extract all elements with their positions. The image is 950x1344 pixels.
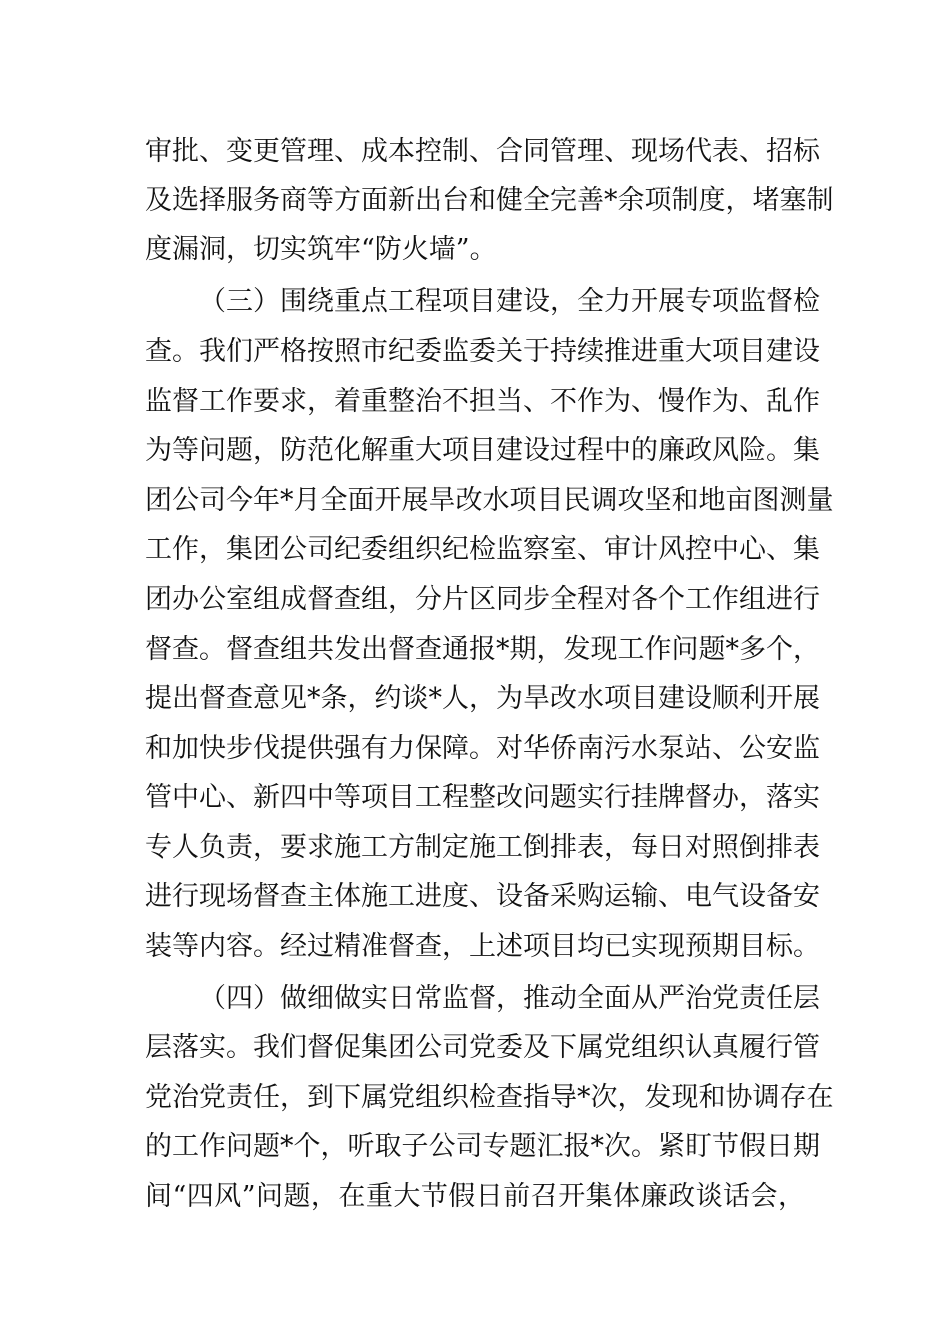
text-line: 装等内容。经过精准督查，上述项目均已实现预期目标。 — [145, 931, 820, 962]
text-line: 工作，集团公司纪委组织纪检监察室、审计风控中心、集 — [145, 534, 820, 565]
text-line: 的工作问题*个，听取子公司专题汇报*次。紧盯节假日期 — [145, 1131, 820, 1162]
text-line: 提出督查意见*条，约谈*人，为旱改水项目建设顺利开展 — [145, 683, 820, 714]
text-line: 管中心、新四中等项目工程整改问题实行挂牌督办，落实 — [145, 782, 820, 813]
text-line: 监督工作要求，着重整治不担当、不作为、慢作为、乱作 — [145, 386, 820, 417]
text-line: 审批、变更管理、成本控制、合同管理、现场代表、招标 — [145, 136, 820, 167]
section-heading-line: （四）做细做实日常监督，推动全面从严治党责任层 — [199, 983, 820, 1014]
text-line: 团公司今年*月全面开展旱改水项目民调攻坚和地亩图测量 — [145, 485, 834, 516]
text-line: 进行现场督查主体施工进度、设备采购运输、电气设备安 — [145, 881, 820, 912]
section-heading-line: （三）围绕重点工程项目建设，全力开展专项监督检 — [199, 286, 820, 317]
text-line: 查。我们严格按照市纪委监委关于持续推进重大项目建设 — [145, 336, 820, 367]
text-line: 督查。督查组共发出督查通报*期，发现工作问题*多个， — [145, 634, 820, 665]
text-line: 层落实。我们督促集团公司党委及下属党组织认真履行管 — [145, 1032, 820, 1063]
text-line: 和加快步伐提供强有力保障。对华侨南污水泵站、公安监 — [145, 733, 820, 764]
text-line: 党治党责任，到下属党组织检查指导*次，发现和协调存在 — [145, 1082, 834, 1113]
text-line: 度漏洞，切实筑牢“防火墙”。 — [145, 234, 497, 265]
text-line: 间“四风”问题，在重大节假日前召开集体廉政谈话会， — [145, 1181, 805, 1212]
text-line: 及选择服务商等方面新出台和健全完善*余项制度，堵塞制 — [145, 185, 834, 216]
text-line: 专人负责，要求施工方制定施工倒排表，每日对照倒排表 — [145, 832, 820, 863]
text-line: 团办公室组成督查组，分片区同步全程对各个工作组进行 — [145, 584, 820, 615]
text-line: 为等问题，防范化解重大项目建设过程中的廉政风险。集 — [145, 435, 820, 466]
